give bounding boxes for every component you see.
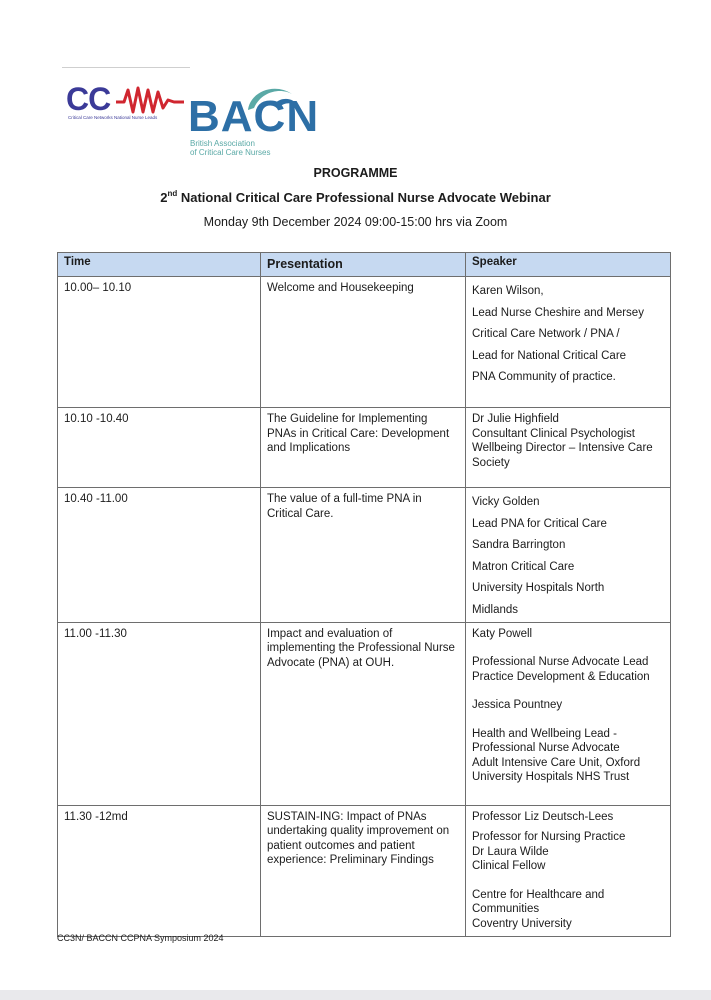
- speaker-line: Practice Development & Education: [472, 670, 650, 683]
- heartbeat-icon: [116, 84, 186, 116]
- time-cell: 10.10 -10.40: [58, 408, 261, 488]
- speaker-line: Adult Intensive Care Unit, Oxford University Hospitals NHS Trust: [472, 756, 641, 784]
- bacn-subtitle-line: of Critical Care Nurses: [190, 148, 271, 157]
- speaker-line: Professional Nurse Advocate Lead: [472, 656, 649, 669]
- speaker-line: Midlands: [472, 603, 519, 616]
- programme-heading: PROGRAMME: [313, 166, 398, 180]
- time-cell: 11.00 -11.30: [58, 622, 261, 805]
- presentation-cell: SUSTAIN-ING: Impact of PNAs undertaking quality improvement on patient outcomes and patient experience: Preliminary Findings: [261, 805, 466, 936]
- column-header-time: Time: [58, 253, 261, 277]
- speaker-line: University Hospitals North: [472, 582, 605, 595]
- speaker-line: Dr Julie Highfield: [472, 413, 559, 425]
- webinar-title: [0, 190, 711, 205]
- programme-table: [57, 252, 671, 937]
- table-row: [58, 805, 671, 936]
- speaker-line: Critical Care Network / PNA /: [472, 328, 620, 341]
- speaker-line: Lead for National Critical Care: [472, 349, 627, 362]
- page-footer: CC3N/ BACCN CCPNA Symposium 2024: [57, 933, 224, 943]
- speaker-line: Katy Powell: [472, 627, 533, 640]
- speaker-line: Dr Laura Wilde: [472, 845, 549, 858]
- presentation-cell: Welcome and Housekeeping: [261, 277, 466, 408]
- title-ordinal: 2: [160, 190, 168, 205]
- column-header-presentation: Presentation: [261, 253, 466, 277]
- speaker-line: Coventry University: [472, 917, 572, 930]
- title-ordinal-suffix: nd: [167, 189, 178, 198]
- table-row: [58, 277, 671, 408]
- speaker-line: Vicky Golden: [472, 496, 540, 508]
- speaker-line: Professor for Nursing Practice: [472, 831, 626, 844]
- speaker-line: Karen Wilson,: [472, 285, 544, 297]
- speaker-line: Jessica Pountney: [472, 699, 563, 712]
- column-header-speaker: Speaker: [466, 253, 671, 277]
- speaker-line: Matron Critical Care: [472, 560, 575, 573]
- cc3n-logo-text: CC: [66, 81, 111, 117]
- speaker-line: Lead Nurse Cheshire and Mersey: [472, 306, 644, 319]
- presentation-cell: Impact and evaluation of implementing the Professional Nurse Advocate (PNA) at OUH.: [261, 622, 466, 805]
- table-header-row: [58, 253, 671, 277]
- speaker-line: Consultant Clinical Psychologist: [472, 427, 635, 440]
- presentation-cell: The value of a full-time PNA in Critical Care.: [261, 488, 466, 623]
- bacn-subtitle: [190, 139, 270, 157]
- bacn-subtitle-line: British Association: [190, 139, 255, 148]
- bacn-logo: [188, 84, 348, 162]
- date-line: Monday 9th December 2024 09:00-15:00 hrs via Zoom: [203, 215, 508, 229]
- speaker-line: Wellbeing Director – Intensive Care Society: [472, 442, 653, 469]
- speaker-line: Professor Liz Deutsch-Lees: [472, 810, 614, 823]
- speaker-line: Lead PNA for Critical Care: [472, 517, 607, 530]
- speaker-line: Sandra Barrington: [472, 539, 566, 552]
- cc3n-tagline: Critical Care Networks National Nurse Leads: [68, 115, 158, 120]
- speaker-line: Health and Wellbeing Lead - Professional Nurse Advocate: [472, 727, 620, 755]
- time-cell: 11.30 -12md: [58, 805, 261, 936]
- speaker-line: Clinical Fellow: [472, 860, 546, 873]
- speaker-cell: [466, 622, 671, 805]
- table-row: [58, 488, 671, 623]
- speaker-cell: [466, 805, 671, 936]
- time-cell: 10.00– 10.10: [58, 277, 261, 408]
- bacn-logo-text: BACN: [188, 92, 320, 141]
- logo-divider: [62, 67, 190, 68]
- title-text: National Critical Care Professional Nurse Advocate Webinar: [177, 190, 551, 205]
- speaker-cell: [466, 488, 671, 623]
- cc3n-logo: [66, 80, 186, 125]
- speaker-cell: [466, 408, 671, 488]
- time-cell: 10.40 -11.00: [58, 488, 261, 623]
- speaker-cell: [466, 277, 671, 408]
- presentation-cell: The Guideline for Implementing PNAs in Critical Care: Development and Implications: [261, 408, 466, 488]
- table-row: [58, 622, 671, 805]
- speaker-line: PNA Community of practice.: [472, 371, 616, 384]
- table-row: [58, 408, 671, 488]
- speaker-line: Centre for Healthcare and Communities: [472, 888, 605, 916]
